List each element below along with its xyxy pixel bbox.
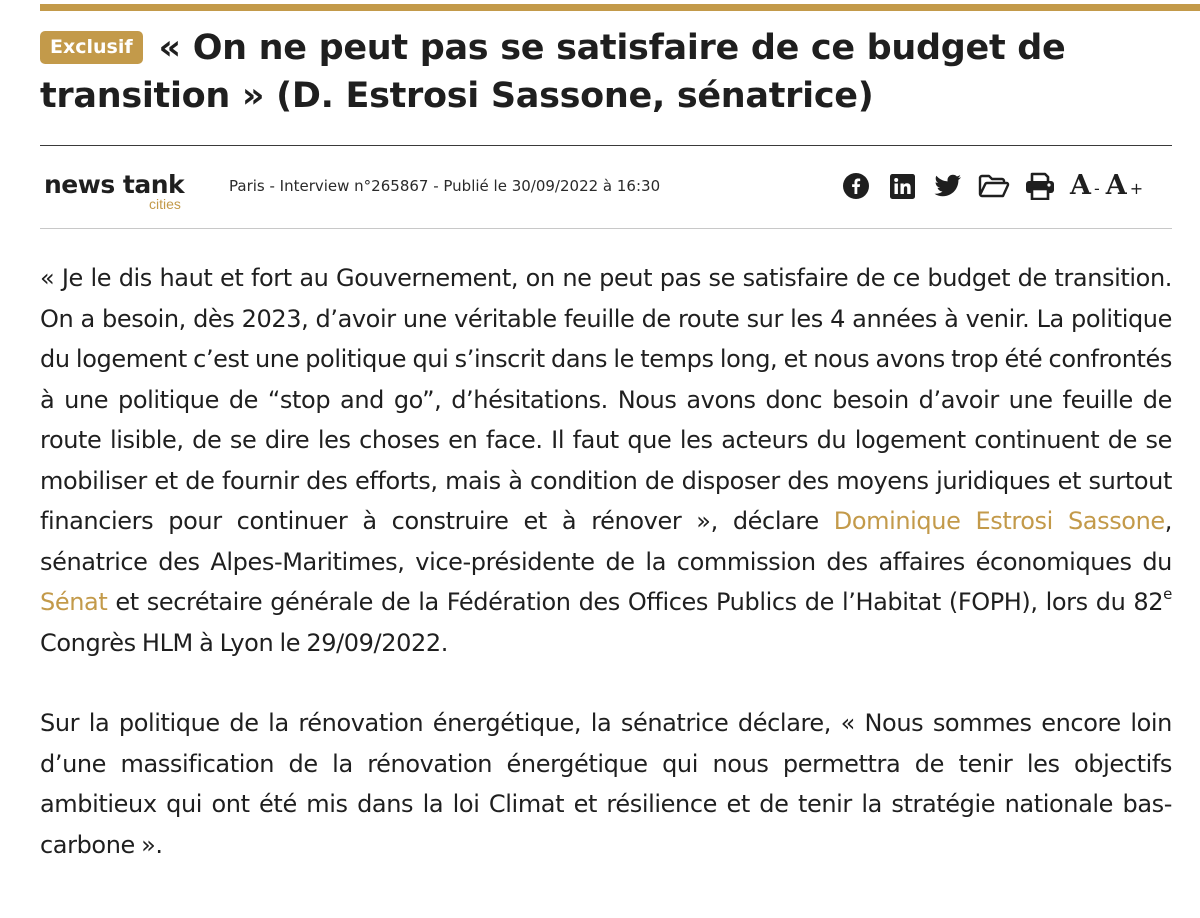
print-icon[interactable] [1024,170,1056,202]
article-paragraph: « Je le dis haut et fort au Gouvernement, on ne peut pas se satisfaire de ce budget de transition. On a besoin, dès 2023, d’avoir une véritable feuille de route sur les 4 années à venir. La politique du logement c’est une politique qui s’inscrit dans le temps long, et nous avons trop été confrontés à une politique de “stop and go”, d’hésitations. Nous avons donc besoin d’avoir une feuille de route lisible, de se dire les choses en face. Il faut que les acteurs du logement continuent de se mobiliser et de fournir des efforts, mais à condition de disposer des moyens juridiques et surtout financiers pour continuer à construire et à rénover », déclare Dominique Estrosi Sassone, sénatrice des Alpes-Maritimes, vice-présidente de la commission des affaires économiques du Sénat et secrétaire générale de la Fédération des Offices Publics de l’Habitat (FOPH), lors du 82e Congrès HLM à Lyon le 29/09/2022. [40,264,1172,657]
person-link[interactable]: Dominique Estrosi Sassone [833,507,1165,535]
font-size-increase-button[interactable]: A + [1105,170,1144,201]
page-title [40,24,1180,120]
exclusive-badge: Exclusif [40,31,143,64]
article-body [40,258,1172,865]
headline-text: « On ne peut pas se satisfaire de ce budget de transition » (D. Estrosi Sassone, sénatrice) [40,28,1066,116]
news-tank-logo[interactable] [44,170,204,214]
top-accent-bar [40,4,1200,11]
facebook-icon[interactable] [840,170,872,202]
logo-wordmark: news tank [44,170,185,199]
header-divider [40,145,1172,146]
article-paragraph: Sur la politique de la rénovation énergétique, la sénatrice déclare, « Nous sommes encore loin d’une massification de la rénovation énergétique qui nous permettra de tenir les objectifs ambitieux qui ont été mis dans la loi Climat et résilience et de tenir la stratégie nationale bas-carbone ». [40,709,1172,859]
twitter-icon[interactable] [932,170,964,202]
linkedin-icon[interactable] [886,170,918,202]
senat-link[interactable]: Sénat [40,588,108,616]
font-size-decrease-button[interactable]: A - [1070,170,1100,201]
article-meta: Paris - Interview n°265867 - Publié le 30/09/2022 à 16:30 [229,177,661,195]
folder-icon[interactable] [978,170,1010,202]
logo-subtitle: cities [149,196,181,212]
share-toolbar [840,170,1149,202]
meta-divider [40,228,1172,229]
